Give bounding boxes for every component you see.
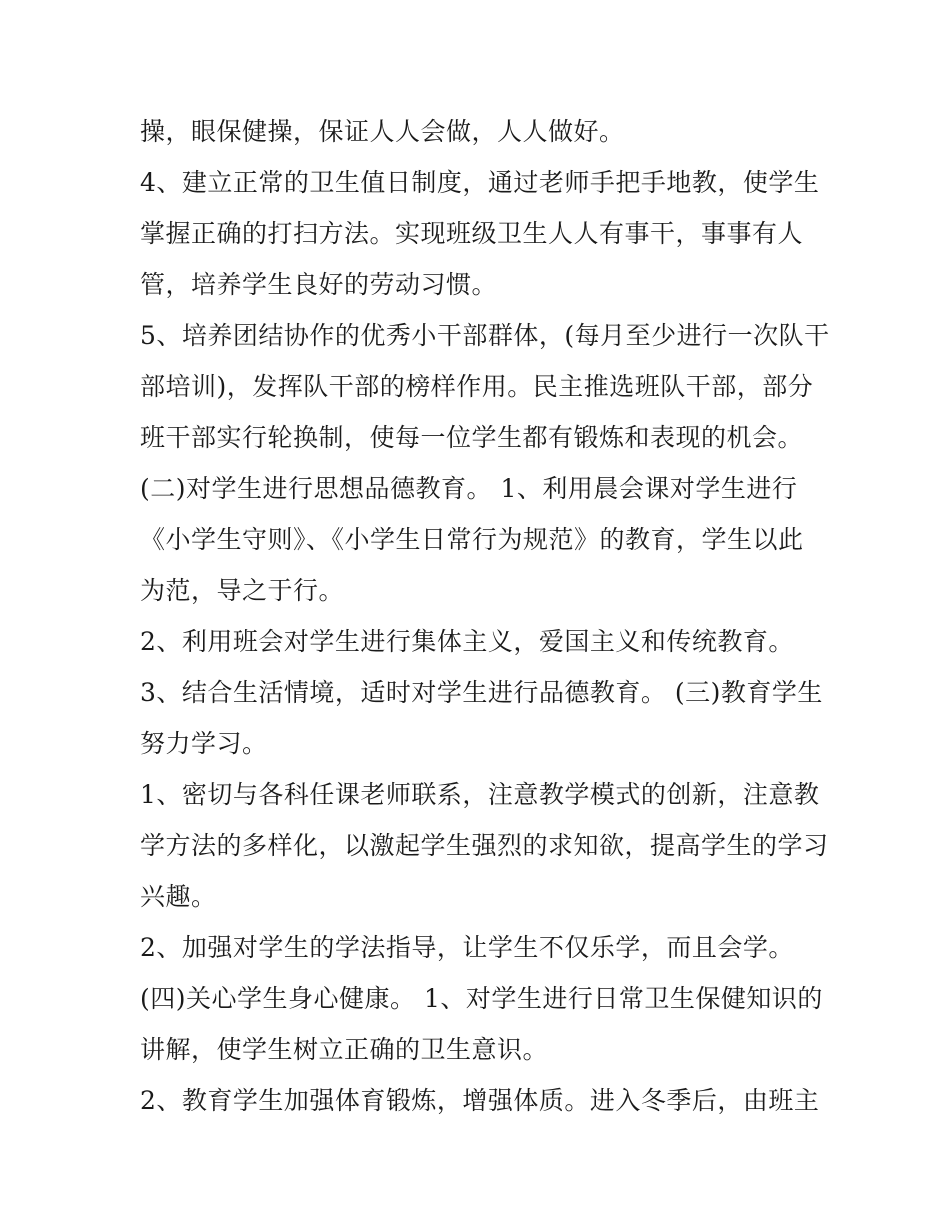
text-line: 2、利用班会对学生进行集体主义，爱国主义和传统教育。 xyxy=(140,627,794,656)
text-line: 掌握正确的打扫方法。实现班级卫生人人有事干，事事有人 xyxy=(140,219,804,248)
text-line: 4、建立正常的卫生值日制度，通过老师手把手地教，使学生 xyxy=(140,168,820,197)
text-line: 操，眼保健操，保证人人会做，人人做好。 xyxy=(140,117,625,146)
text-line: 3、结合生活情境，适时对学生进行品德教育。 (三)教育学生 xyxy=(140,678,823,707)
text-line: 努力学习。 xyxy=(140,729,268,758)
text-line: 《小学生守则》、《小学生日常行为规范》的教育，学生以此 xyxy=(140,525,804,554)
text-line: 1、密切与各科任课老师联系，注意教学模式的创新，注意教 xyxy=(140,780,820,809)
text-line: (四)关心学生身心健康。 1、对学生进行日常卫生保健知识的 xyxy=(140,984,823,1013)
text-line: 部培训)，发挥队干部的榜样作用。民主推选班队干部，部分 xyxy=(140,372,814,401)
text-line: 2、教育学生加强体育锻炼，增强体质。进入冬季后，由班主 xyxy=(140,1086,820,1115)
text-line: 5、培养团结协作的优秀小干部群体，(每月至少进行一次队干 xyxy=(140,321,830,350)
text-line: 班干部实行轮换制，使每一位学生都有锻炼和表现的机会。 xyxy=(140,423,804,452)
text-line: (二)对学生进行思想品德教育。 1、利用晨会课对学生进行 xyxy=(140,474,798,503)
text-line: 管，培养学生良好的劳动习惯。 xyxy=(140,270,498,299)
text-line: 为范，导之于行。 xyxy=(140,576,345,605)
text-line: 2、加强对学生的学法指导，让学生不仅乐学，而且会学。 xyxy=(140,933,794,962)
text-line: 讲解，使学生树立正确的卫生意识。 xyxy=(140,1035,549,1064)
document-body xyxy=(140,106,830,1126)
text-line: 兴趣。 xyxy=(140,882,217,911)
text-line: 学方法的多样化，以激起学生强烈的求知欲，提高学生的学习 xyxy=(140,831,829,860)
